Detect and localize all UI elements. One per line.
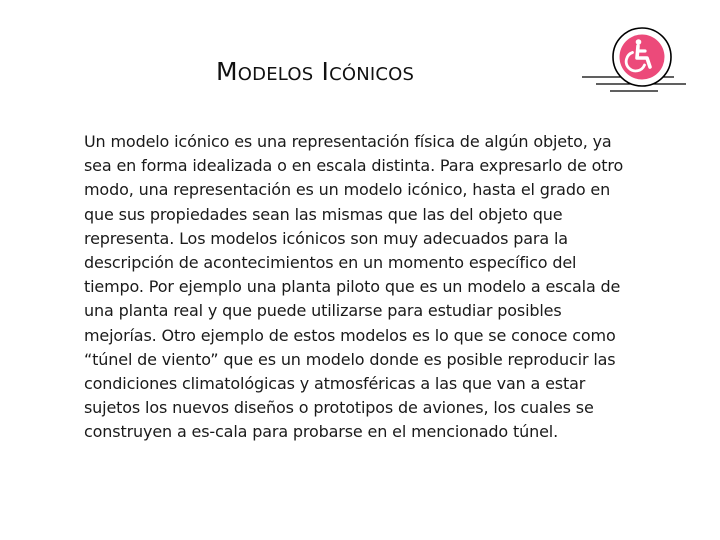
- body-paragraph: Un modelo icónico es una representación física de algún objeto, ya sea en forma idealizada o en escala distinta. Para expresarlo de otro modo, una representación es un modelo icónico, hasta el grado en que sus propiedades sean las mismas que las del objeto que representa. Los modelos icónicos son muy adecuados para la descripción de acontecimientos en un momento específico del tiempo. Por ejemplo una planta piloto que es un modelo a escala de una planta real y que puede utilizarse para estudiar posibles mejorías. Otro ejemplo de estos modelos es lo que se conoce como “túnel de viento” que es un modelo donde es posible reproducir las condiciones climatológicas y atmosféricas a las que van a estar sujetos los nuevos diseños o prototipos de aviones, los cuales se construyen a es-cala para probarse en el mencionado túnel.: [84, 132, 624, 442]
- accessibility-logo: [582, 20, 698, 102]
- wheelchair-icon: [582, 20, 698, 102]
- slide-title: Modelos Icónicos: [216, 57, 415, 86]
